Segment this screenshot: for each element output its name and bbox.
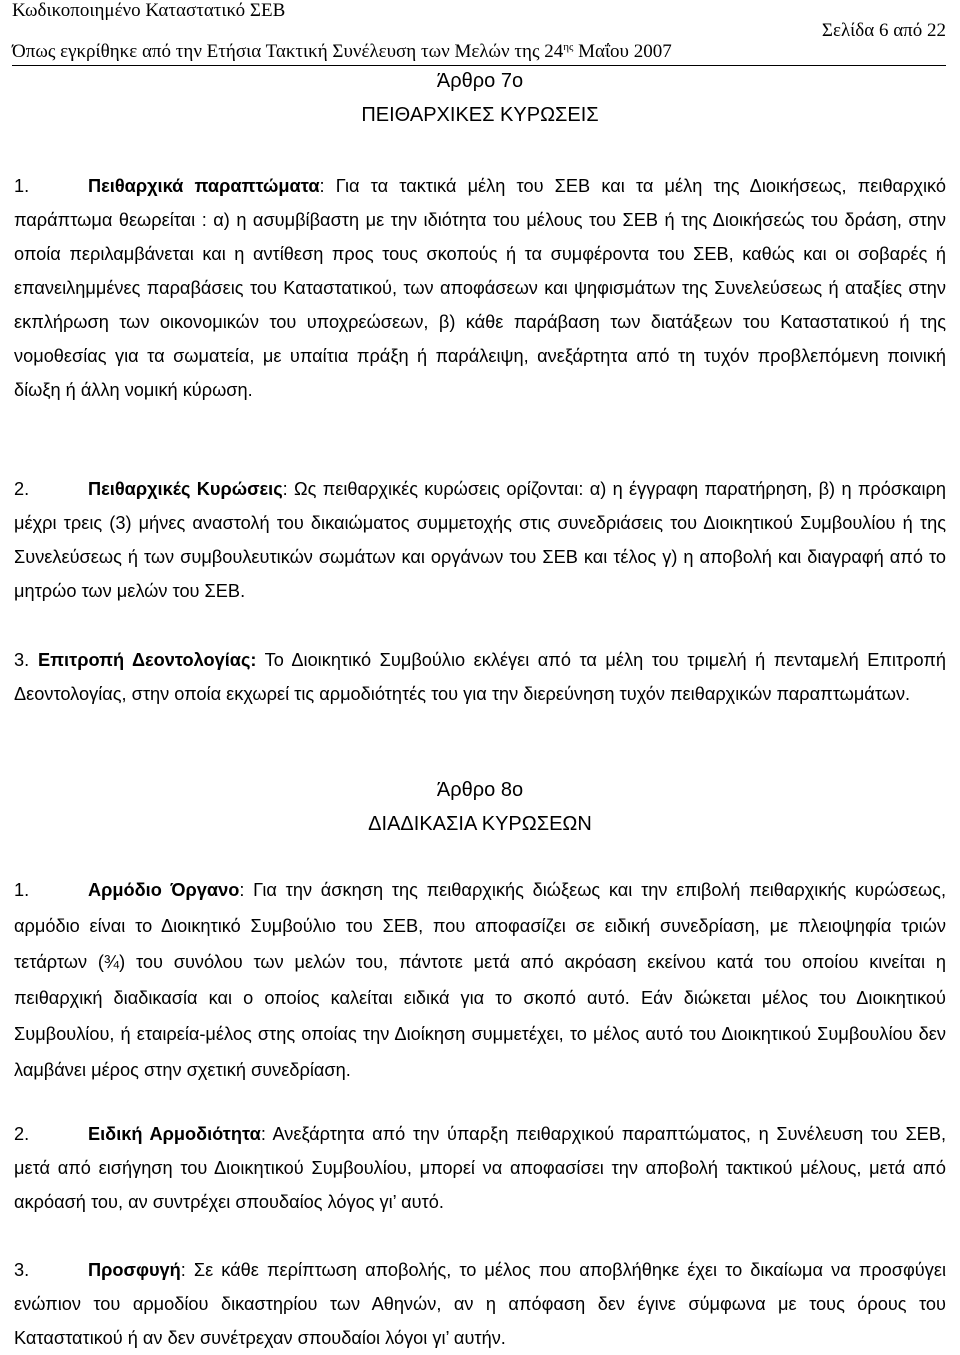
article-7-paragraph-3 bbox=[14, 643, 946, 711]
paragraph-number: 2. bbox=[14, 1124, 30, 1144]
paragraph-number: 3. bbox=[14, 650, 30, 670]
article-8-paragraph-3 bbox=[14, 1253, 946, 1355]
paragraph-number: 3. bbox=[14, 1260, 30, 1280]
paragraph-number: 1. bbox=[14, 176, 30, 196]
article-7-title: ΠΕΙΘΑΡΧΙΚΕΣ ΚΥΡΩΣΕΙΣ bbox=[361, 104, 599, 126]
paragraph-term: Αρμόδιο Όργανο bbox=[88, 880, 240, 900]
article-7-paragraph-1 bbox=[14, 169, 946, 407]
header-subtitle-text: Όπως εγκρίθηκε από την Ετήσια Τακτική Συνέλευση των Μελών της 24 bbox=[12, 41, 564, 62]
header-subtitle bbox=[12, 41, 672, 63]
paragraph-text: : Για τα τακτικά μέλη του ΣΕΒ και τα μέλη της Διοικήσεως, πειθαρχικό παράπτωμα θεωρείται : α) η ασυμβίβαστη με την ιδιότητα του μέλους του ΣΕΒ ή της Διοικήσεώς του δράση, στην οποία περιλαμβάνεται και η αντίθεση προς τους σκοπούς ή τα συμφέροντα του ΣΕΒ, καθώς και οι σοβαρές ή επανειλημμένες παραβάσεις του Καταστατικού, των αποφάσεων και ψηφισμάτων της Συνελεύσεως ή αταξίες στην εκπλήρωση των οικονομικών του υποχρεώσεων, β) κάθε παράβαση των διατάξεων του Καταστατικού ή της νομοθεσίας για τα σωματεία, με υπαίτια πράξη ή παράλειψη, ανεξάρτητα από τη τυχόν προβλεπόμενη ποινική δίωξη ή άλλη νομική κύρωση. bbox=[14, 176, 946, 400]
paragraph-term: Πειθαρχικά παραπτώματα bbox=[88, 176, 320, 196]
paragraph-term: Προσφυγή bbox=[88, 1260, 181, 1280]
paragraph-text: Το Διοικητικό Συμβούλιο εκλέγει από τα μέλη του τριμελή ή πενταμελή Επιτροπή Δεοντολογίας, στην οποία εκχωρεί τις αρμοδιότητές του για την διερεύνηση τυχόν πειθαρχικών παραπτωμάτων. bbox=[14, 650, 946, 704]
paragraph-number: 2. bbox=[14, 479, 30, 499]
header-divider bbox=[12, 65, 946, 66]
article-8-heading: Άρθρο 8ο bbox=[436, 779, 524, 801]
article-7-heading: Άρθρο 7ο bbox=[436, 70, 524, 92]
paragraph-text: : Για την άσκηση της πειθαρχικής διώξεως και την επιβολή πειθαρχικής κυρώσεως, αρμόδιο είναι το Διοικητικό Συμβούλιο του ΣΕΒ, που αποφασίζει σε ειδική συνεδρίαση, με πλειοψηφία τριών τετάρτων (¾) του συνόλου των μελών του, πάντοτε μετά από ακρόαση εκείνου κατά του οποίου κινείται η πειθαρχική διαδικασία και ο οποίος καλείται ειδικά για το σκοπό αυτό. Εάν διώκεται μέλος του Διοικητικού Συμβουλίου, ή εταιρεία-μέλος στης οποίας την Διοίκηση συμμετέχει, το μέλος αυτό του Διοικητικού Συμβουλίου δεν λαμβάνει μέρος στην σχετική συνεδρίαση. bbox=[14, 880, 946, 1080]
header-subtitle-sup: ης bbox=[563, 41, 574, 53]
article-7-paragraph-2 bbox=[14, 472, 946, 608]
article-8-paragraph-2 bbox=[14, 1117, 946, 1219]
header-title: Κωδικοποιημένο Καταστατικό ΣΕΒ bbox=[12, 0, 286, 21]
paragraph-text: : Σε κάθε περίπτωση αποβολής, το μέλος που αποβλήθηκε έχει το δικαίωμα να προσφύγει ενώπιον του αρμοδίου δικαστηρίου των Αθηνών, αν η απόφαση δεν έγινε σύμφωνα με τους όρους του Καταστατικού ή αν δεν συνέτρεχαν σπουδαίοι λόγοι γι’ αυτήν. bbox=[14, 1260, 946, 1348]
paragraph-term: Ειδική Αρμοδιότητα bbox=[88, 1124, 261, 1144]
article-8-title: ΔΙΑΔΙΚΑΣΙΑ ΚΥΡΩΣΕΩΝ bbox=[368, 813, 592, 835]
page-number: Σελίδα 6 από 22 bbox=[821, 20, 946, 41]
paragraph-term: Πειθαρχικές Κυρώσεις bbox=[88, 479, 283, 499]
paragraph-text: : Ανεξάρτητα από την ύπαρξη πειθαρχικού παραπτώματος, η Συνέλευση του ΣΕΒ, μετά από εισήγηση του Διοικητικού Συμβουλίου, μπορεί να αποφασίσει την αποβολή τακτικού μέλους, μετά από ακρόασή του, αν συντρέχει σπουδαίος λόγος γι’ αυτό. bbox=[14, 1124, 947, 1212]
paragraph-number: 1. bbox=[14, 880, 30, 900]
paragraph-text: : Ως πειθαρχικές κυρώσεις ορίζονται: α) η έγγραφη παρατήρηση, β) η πρόσκαιρη μέχρι τρεις (3) μήνες αναστολή του δικαιώματος συμμετοχής στις συνεδριάσεις του Διοικητικού Συμβουλίου ή της Συνελεύσεως ή των συμβουλευτικών σωμάτων και οργάνων του ΣΕΒ και τέλος γ) η αποβολή και διαγραφή από το μητρώο των μελών του ΣΕΒ. bbox=[14, 479, 947, 601]
article-8-paragraph-1 bbox=[14, 872, 946, 1088]
header-subtitle-date: Μαΐου 2007 bbox=[573, 41, 672, 62]
paragraph-term: Επιτροπή Δεοντολογίας: bbox=[38, 650, 257, 670]
